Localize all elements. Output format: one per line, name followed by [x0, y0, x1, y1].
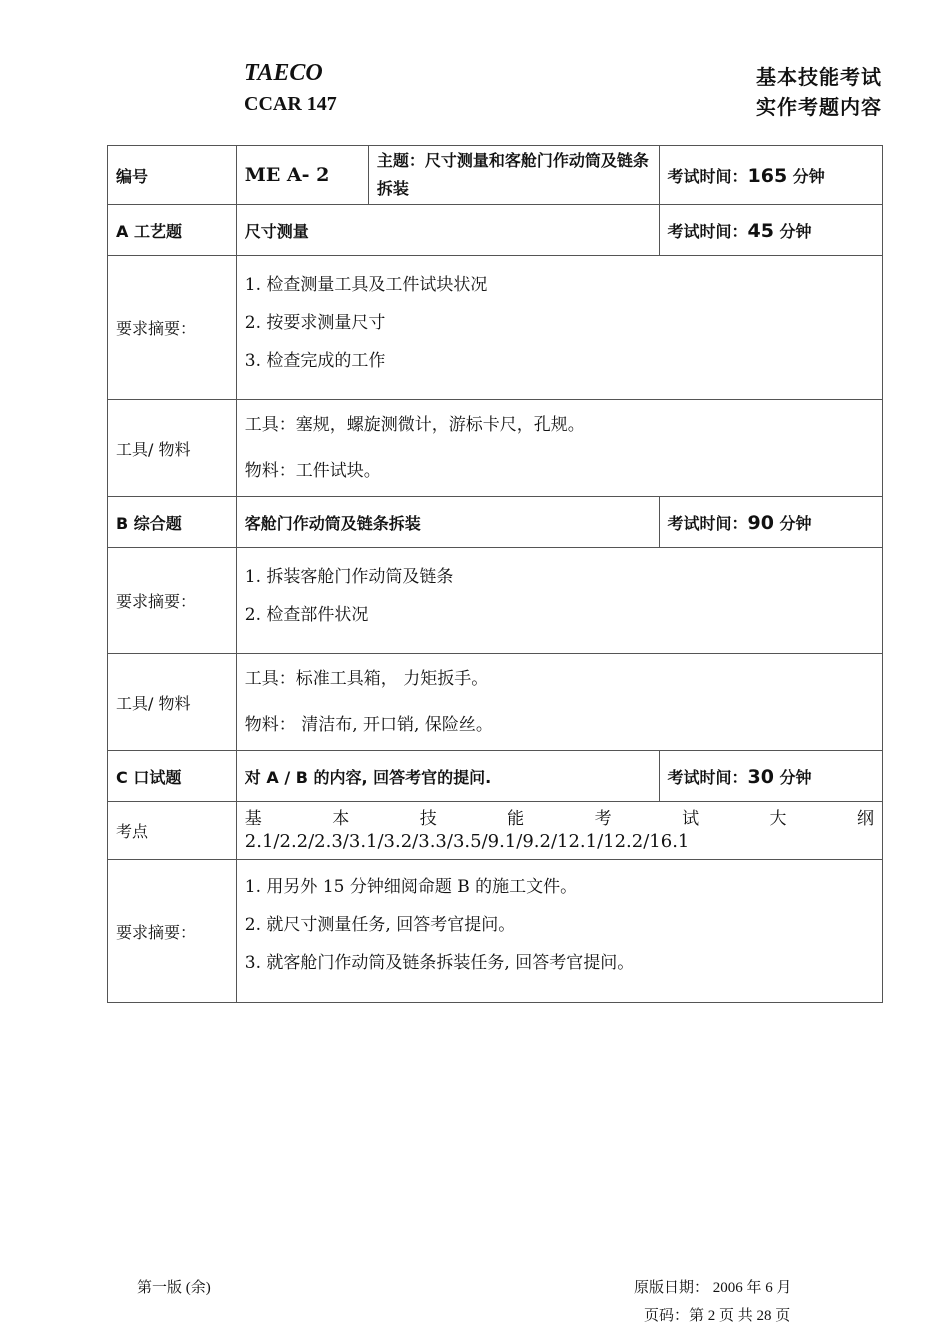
section-a-req-label: 要求摘要：: [108, 256, 237, 400]
subject: 主题：尺寸测量和客舱门作动筒及链条拆装: [368, 146, 659, 205]
list-item: 2. 检查部件状况: [244, 605, 369, 625]
row-section-c-req: [108, 860, 883, 1003]
id-label: 编号: [108, 146, 237, 205]
list-item: 1. 用另外 15 分钟细阅命题 B 的施工文件。: [244, 877, 578, 897]
section-b-label: B 综合题: [108, 497, 237, 548]
materials-text: 物料： 清洁布, 开口销, 保险丝。: [244, 715, 493, 735]
section-c-points: [236, 802, 882, 860]
section-a-title: 尺寸测量: [236, 205, 659, 256]
row-section-b: [108, 497, 883, 548]
total-time: 考试时间：165 分钟: [659, 146, 882, 205]
section-a-tools-label: 工具/ 物料: [108, 400, 237, 497]
id-value: ME A- 2: [236, 146, 368, 205]
list-item: 1. 检查测量工具及工件试块状况: [244, 275, 488, 295]
row-section-a: [108, 205, 883, 256]
section-c-points-label: 考点: [108, 802, 237, 860]
list-item: 1. 拆装客舱门作动筒及链条: [244, 567, 454, 587]
row-section-c-points: [108, 802, 883, 860]
list-item: 2. 按要求测量尺寸: [244, 313, 386, 333]
row-section-c: [108, 751, 883, 802]
section-b-title: 客舱门作动筒及链条拆装: [236, 497, 659, 548]
row-section-b-tools: [108, 654, 883, 751]
section-c-label: C 口试题: [108, 751, 237, 802]
row-section-a-req: [108, 256, 883, 400]
section-a-req-list: [236, 256, 882, 400]
section-a-time: 考试时间：45 分钟: [659, 205, 882, 256]
section-b-time: 考试时间：90 分钟: [659, 497, 882, 548]
syllabus-title: 基 本 技 能 考 试 大 纲: [244, 808, 874, 829]
section-c-req-label: 要求摘要：: [108, 860, 237, 1003]
materials-text: 物料：工件试块。: [244, 461, 381, 481]
row-id: [108, 146, 883, 205]
tools-text: 工具：标准工具箱， 力矩扳手。: [244, 669, 489, 689]
section-b-tools-label: 工具/ 物料: [108, 654, 237, 751]
section-c-req-list: [236, 860, 882, 1003]
exam-table: [107, 145, 883, 1003]
row-section-a-tools: [108, 400, 883, 497]
section-c-time: 考试时间：30 分钟: [659, 751, 882, 802]
section-c-title: 对 A / B 的内容, 回答考官的提问.: [236, 751, 659, 802]
regulation-code: CCAR 147: [244, 93, 337, 115]
original-date: 原版日期： 2006 年 6 月: [634, 1280, 792, 1296]
doc-title-line2: 实作考题内容: [756, 95, 882, 119]
header-left: [244, 58, 337, 118]
section-a-tools: [236, 400, 882, 497]
edition-label: 第一版 (余): [137, 1280, 211, 1296]
section-b-req-list: [236, 548, 882, 654]
row-section-b-req: [108, 548, 883, 654]
section-a-label: A 工艺题: [108, 205, 237, 256]
tools-text: 工具：塞规，螺旋测微计，游标卡尺，孔规。: [244, 415, 585, 435]
list-item: 3. 就客舱门作动筒及链条拆装任务, 回答考官提问。: [244, 953, 635, 973]
doc-title-line1: 基本技能考试: [756, 65, 882, 89]
list-item: 3. 检查完成的工作: [244, 351, 386, 371]
syllabus-items: 2.1/2.2/2.3/3.1/3.2/3.3/3.5/9.1/9.2/12.1/12.2/16.1: [244, 830, 690, 852]
section-b-req-label: 要求摘要：: [108, 548, 237, 654]
brand-name: TAECO: [244, 60, 323, 86]
page-number: 页码：第 2 页 共 28 页: [644, 1308, 791, 1324]
list-item: 2. 就尺寸测量任务, 回答考官提问。: [244, 915, 516, 935]
section-b-tools: [236, 654, 882, 751]
header-right: [756, 62, 882, 122]
